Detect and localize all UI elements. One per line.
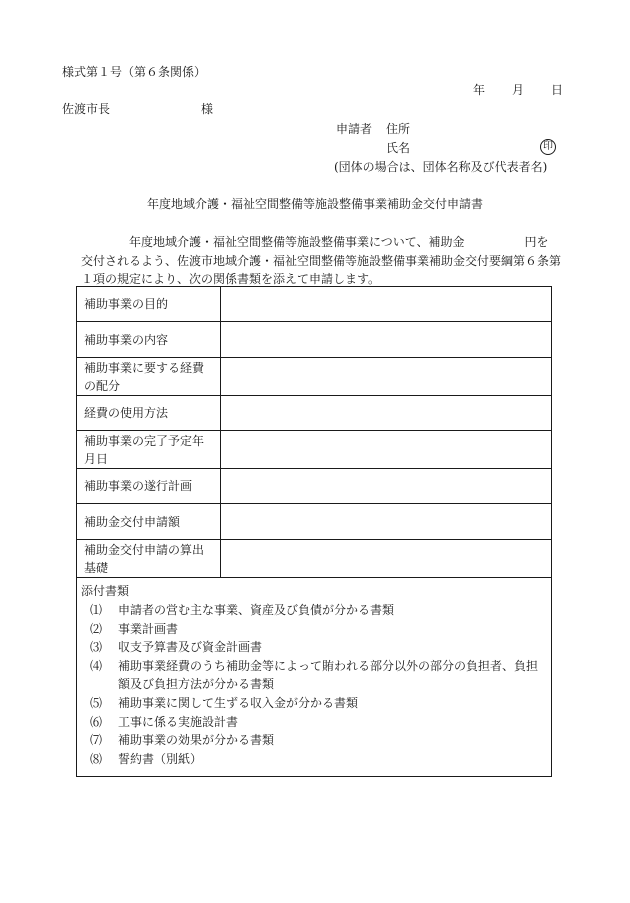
address-label: 住所 (386, 122, 411, 136)
date-year: 年 (473, 83, 486, 97)
attachments-cell (77, 578, 552, 777)
body-line-3: １項の規定により、次の関係書類を添えて申請します。 (81, 272, 381, 286)
name-label: 氏名 (386, 141, 411, 155)
row-value[interactable] (221, 469, 552, 504)
application-table (76, 286, 552, 777)
table-row (77, 287, 552, 322)
row-value[interactable] (221, 540, 552, 578)
organization-note: (団体の場合は、団体名称及び代表者名) (334, 160, 548, 174)
attachment-item: ⑻ 誓約書（別紙） (90, 751, 203, 766)
body-line-1: 年度地域介護・福祉空間整備等施設整備事業について、補助金 円を (129, 235, 549, 249)
row-label: 補助事業の目的 (77, 287, 221, 322)
row-label: 補助事業の完了予定年 月日 (77, 431, 221, 469)
row-value[interactable] (221, 322, 552, 358)
attachment-item: ⑺ 補助事業の効果が分かる書類 (90, 733, 275, 748)
row-label: 経費の使用方法 (77, 396, 221, 431)
attachment-item: ⑸ 補助事業に関して生ずる収入金が分かる書類 (90, 695, 359, 710)
applicant-label: 申請者 (336, 122, 373, 136)
row-value[interactable] (221, 358, 552, 396)
attachment-item: ⑶ 収支予算書及び資金計画書 (90, 640, 263, 655)
body-paragraph (81, 233, 562, 289)
seal-mark: 印 (540, 139, 556, 155)
table-row (77, 396, 552, 431)
attachment-item: ⑹ 工事に係る実施設計書 (90, 714, 239, 729)
table-row (77, 469, 552, 504)
table-row (77, 540, 552, 578)
attachment-item: ⑷ 補助事業経費のうち補助金等によって賄われる部分以外の部分の負担者、負担 額及び負担方法が分かる書類 (90, 658, 539, 692)
date-day: 日 (550, 83, 563, 97)
row-value[interactable] (221, 504, 552, 540)
attachment-item: ⑴ 申請者の営む主な事業、資産及び負債が分かる書類 (90, 603, 395, 617)
row-value[interactable] (221, 431, 552, 469)
row-label: 補助金交付申請額 (77, 504, 221, 540)
row-label: 補助事業の遂行計画 (77, 469, 221, 504)
attachment-item: ⑵ 事業計画書 (90, 621, 179, 636)
table-row (77, 322, 552, 358)
body-line-2: 交付されるよう、佐渡市地域介護・福祉空間整備等施設整備事業補助金交付要綱第６条第 (81, 253, 562, 268)
addressee (62, 101, 214, 117)
document-title: 年度地域介護・福祉空間整備等施設整備事業補助金交付申請書 (146, 197, 483, 211)
table-row (77, 358, 552, 396)
addressee-honorific: 様 (201, 102, 214, 116)
date-line (473, 82, 563, 98)
date-month: 月 (511, 83, 524, 97)
table-row (77, 431, 552, 469)
attachments-heading: 添付書類 (81, 584, 130, 598)
row-label: 補助事業の内容 (77, 322, 221, 358)
table-row (77, 504, 552, 540)
attachments-row (77, 578, 552, 777)
row-label: 補助事業に要する経費 の配分 (77, 358, 221, 396)
form-number: 様式第１号（第６条関係） (62, 65, 207, 79)
row-label: 補助金交付申請の算出 基礎 (77, 540, 221, 578)
row-value[interactable] (221, 396, 552, 431)
row-value[interactable] (221, 287, 552, 322)
addressee-name: 佐渡市長 (62, 102, 111, 116)
